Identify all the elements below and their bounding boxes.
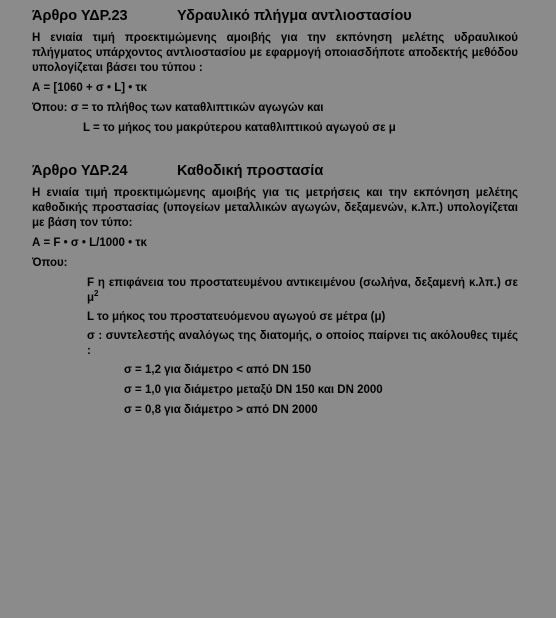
article-code: Άρθρο ΥΔΡ.24 [32, 163, 128, 179]
article-heading [32, 8, 518, 24]
definition-F [87, 276, 518, 306]
sigma-value: σ = 0,8 για διάμετρο > από DN 2000 [124, 404, 318, 416]
definition-L: L = το μήκος του μακρύτερου καταθλιπτικού αγωγού σε μ [83, 122, 396, 134]
article-intro: Η ενιαία τιμή προεκτιμώμενης αμοιβής για τις μετρήσεις και την εκπόνηση μελέτης καθοδικής προστασίας (υπογείων μεταλλικών αγωγών, δεξαμενών, κ.λπ.) υπολογίζεται με βάση τον τύπο: [32, 187, 518, 229]
definition-L: L το μήκος του προστατευόμενου αγωγού σε μέτρα (μ) [87, 311, 386, 323]
article-title: Καθοδική προστασία [177, 163, 324, 179]
definition-F-superscript: 2 [94, 289, 99, 299]
article-code: Άρθρο ΥΔΡ.23 [32, 8, 128, 24]
definitions [32, 276, 518, 359]
formula: Α = F • σ • L/1000 • τκ [32, 237, 147, 249]
formula: Α = [1060 + σ • L] • τκ [32, 82, 148, 94]
where-line: Όπου: σ = το πλήθος των καταθλιπτικών αγωγών και [32, 102, 324, 114]
article-heading [32, 163, 518, 179]
article-intro: Η ενιαία τιμή προεκτιμώμενης αμοιβής για την εκπόνηση μελέτης υδραυλικού πλήγματος υπάρχοντος αντλιοστασίου με εφαρμογή οποιασδήποτε αποδεκτής μεθόδου υπολογίζεται βάσει του τύπου : [32, 32, 518, 74]
definition-F-text: F η επιφάνεια του προστατευμένου αντικειμένου (σωλήνα, δεξαμενή κ.λπ.) σε μ [87, 277, 518, 304]
sigma-value: σ = 1,0 για διάμετρο μεταξύ DN 150 και DN 2000 [124, 384, 383, 396]
article-title: Υδραυλικό πλήγμα αντλιοστασίου [177, 8, 412, 24]
where-label: Όπου: [32, 257, 68, 269]
definition-sigma: σ : συντελεστής αναλόγως της διατομής, ο οποίος παίρνει τις ακόλουθες τιμές : [87, 330, 518, 357]
sigma-value: σ = 1,2 για διάμετρο < από DN 150 [124, 364, 312, 376]
document-body [32, 8, 518, 423]
